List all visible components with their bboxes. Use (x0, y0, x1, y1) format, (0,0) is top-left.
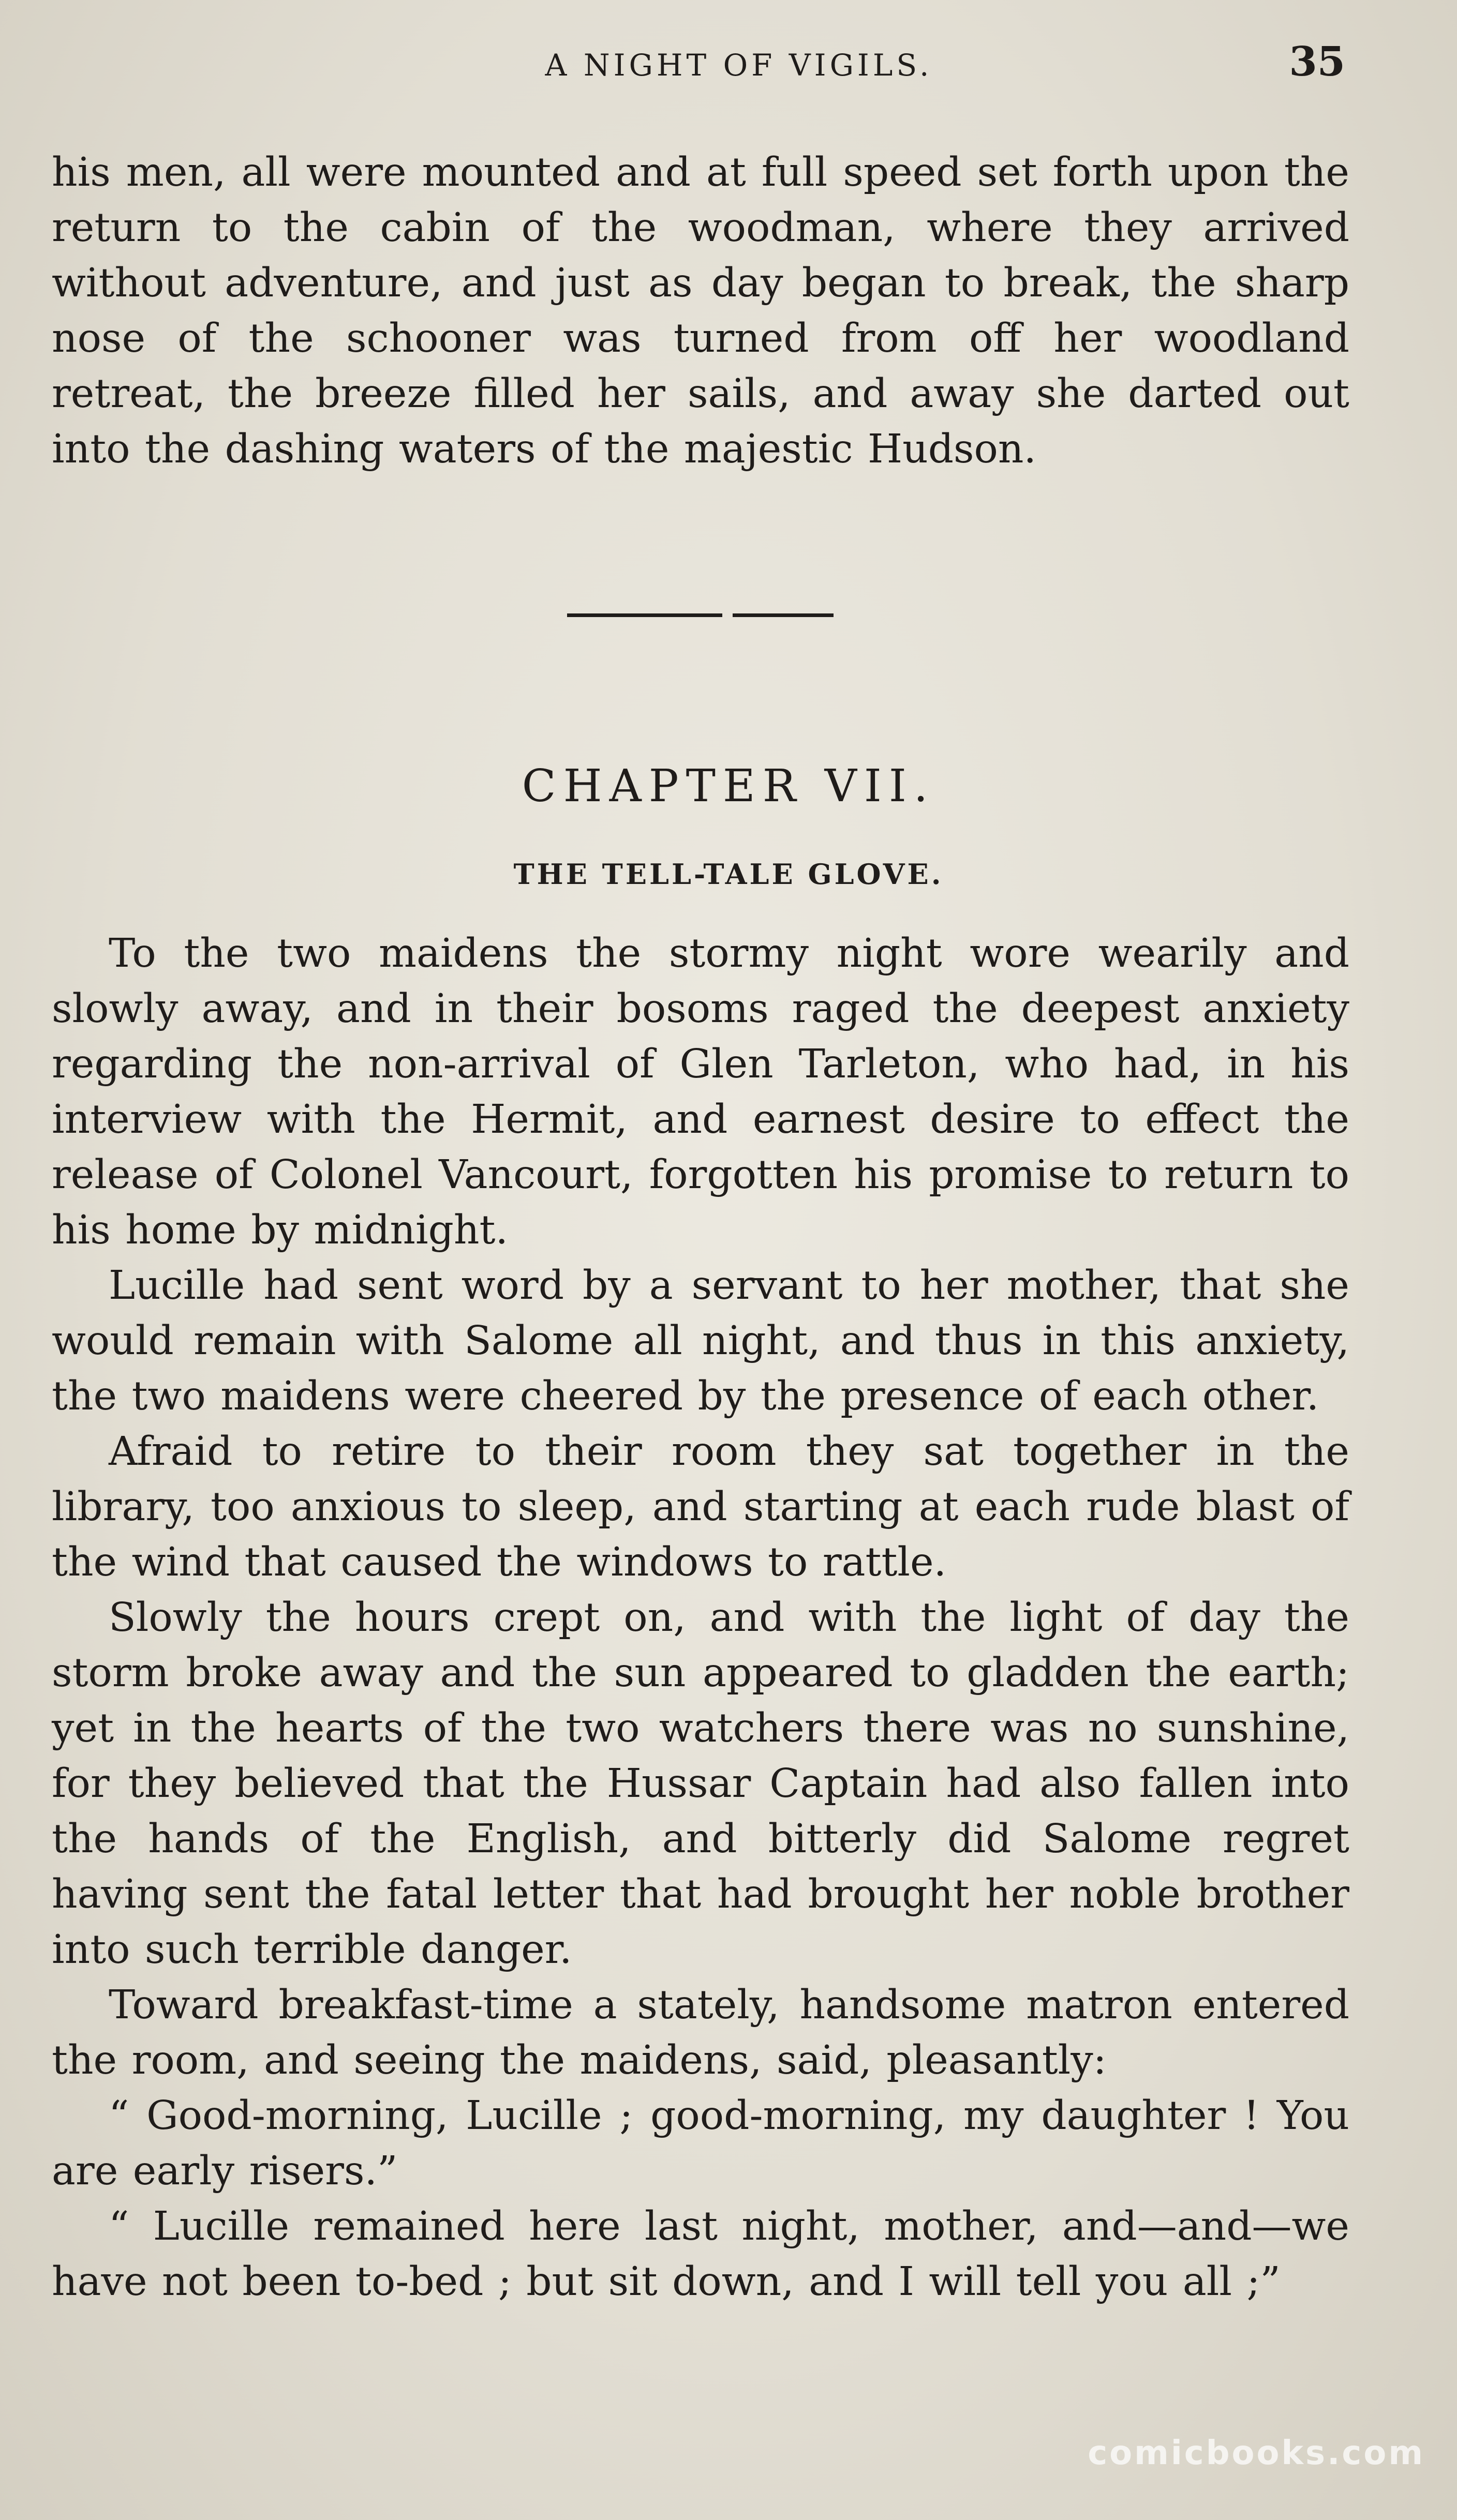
chapter-title: CHAPTER VII. (522, 760, 935, 812)
paragraph: Afraid to retire to their room they sat together in the library, too anxious to sleep, and starting at each rude blast of the wind that caused the windows to rattle. (52, 1429, 1349, 1585)
running-head (0, 38, 1457, 94)
paragraph: Slowly the hours crept on, and with the light of day the storm broke away and the sun appeared to gladden the earth; yet in the hearts of the two watchers there was no sunshine, for they believed that the Hussar Captain had also fallen into the hands of the English, and bitterly did Salome regret having sent the fatal letter that had brought her noble brother into such terrible danger. (52, 1595, 1349, 1973)
paragraph: To the two maidens the stormy night wore wearily and slowly away, and in their bosoms raged the deepest anxiety regarding the non-arrival of Glen Tarleton, who had, in his interview with the Hermit, and earnest desire to effect the release of Colonel Vancourt, forgotten his promise to return to his home by midnight. (52, 931, 1349, 1253)
lead-paragraph: his men, all were mounted and at full speed set forth upon the return to the cabin of the woodman, where they arrived without adventure, and just as day began to break, the sharp nose of the schooner was turned from off her woodland retreat, the breeze filled her sails, and away she darted out into the dashing waters of the majestic Hudson. (52, 149, 1349, 472)
section-rule-right (733, 613, 834, 617)
page-number: 35 (1289, 38, 1345, 85)
section-rule-left (567, 613, 722, 617)
paragraph: Lucille had sent word by a servant to her mother, that she would remain with Salome all night, and thus in this anxiety, the two maidens were cheered by the presence of each other. (52, 1263, 1349, 1419)
lead-paragraph-block (52, 145, 1349, 477)
dialog-paragraph: “ Lucille remained here last night, mother, and—and—we have not been to-bed ; but sit down, and I will tell you all ;” (52, 2203, 1349, 2305)
running-title: A NIGHT OF VIGILS. (545, 48, 933, 83)
paragraph: Toward breakfast-time a stately, handsome matron entered the room, and seeing the maidens, said, pleasantly: (52, 1982, 1349, 2083)
chapter-body (52, 926, 1349, 2309)
dialog-paragraph: “ Good-morning, Lucille ; good-morning, my daughter ! You are early risers.” (52, 2093, 1349, 2194)
watermark: comicbooks.com (1088, 2434, 1425, 2472)
chapter-subtitle: THE TELL-TALE GLOVE. (513, 858, 944, 891)
